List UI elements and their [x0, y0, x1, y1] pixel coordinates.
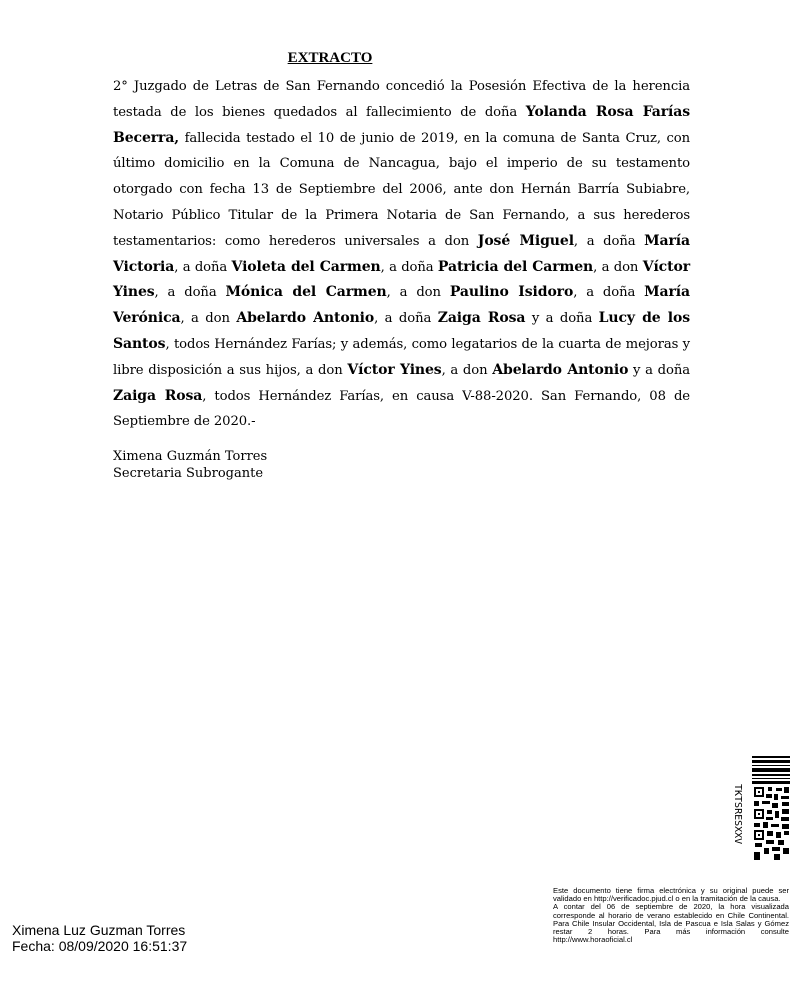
legatee-name: Zaiga Rosa [113, 387, 203, 404]
notice-timezone: A contar del 06 de septiembre de 2020, la hora visualizada corresponde al horario de verano establecido en Chile Continental. Para Chile Insular Occidental, Isla de Pascua e Isla Salas y Gómez restar 2 horas. Para más información consulte http://www.horaoficial.cl [553, 902, 789, 945]
body-text-16: , todos Hernández Farías, en causa V-88-2020. San Fernando, 08 de Septiembre de 2020.- [113, 388, 690, 430]
heir-name: Lucy de los Santos [113, 310, 690, 352]
heir-name: María Victoria [113, 232, 690, 275]
heir-name: Víctor Yines [113, 258, 690, 301]
body-text-11: , a doña [374, 311, 438, 327]
heir-name: María Verónica [113, 284, 690, 327]
body-text-6: , a don [593, 259, 643, 275]
body-text-15: y a doña [628, 362, 690, 378]
body-text-4: , a doña [174, 259, 232, 275]
body-text-5: , a doña [380, 259, 438, 275]
signer-name: Ximena Luz Guzman Torres [12, 922, 186, 938]
body-text-7: , a doña [154, 285, 226, 301]
signature-block [113, 448, 267, 482]
signer-date: Fecha: 08/09/2020 16:51:37 [12, 938, 188, 954]
electronic-signer [12, 922, 187, 954]
barcode-qr-icon [738, 756, 790, 862]
body-text-8: , a don [386, 285, 450, 301]
deceased-name: Yolanda Rosa Farías Becerra, [113, 103, 690, 146]
heir-name: Zaiga Rosa [437, 310, 526, 327]
body-text-2: fallecida testado el 10 de junio de 2019, en la comuna de Santa Cruz, con último domicilio en la Comuna de Nancagua, bajo el imperio de su testamento otorgado con fecha 13 de Septiembre del 2006, ante don Hernán Barría Subiabre, Notario Público Titular de la Primera Notaria de San Fernando, a sus herederos testamentarios: como herederos universales a don [113, 130, 690, 249]
verification-code: TKTSRESXXV [732, 784, 743, 845]
body-text-14: , a don [441, 362, 493, 378]
heir-name: Abelardo Antonio [236, 310, 375, 327]
electronic-signature-notice [553, 887, 789, 944]
legatee-name: Víctor Yines [347, 361, 442, 378]
heir-name: José Miguel [477, 232, 574, 249]
notice-validation: Este documento tiene firma electrónica y su original puede ser validado en http://verificadoc.pjud.cl o en la tramitación de la causa. [553, 886, 789, 904]
signatory-role: Secretaria Subrogante [113, 466, 264, 481]
body-text-13: , todos Hernández Farías; y además, como legatarios de la cuarta de mejoras y libre disposición a sus hijos, a don [113, 336, 690, 378]
body-text-9: , a doña [573, 285, 645, 301]
body-text-3: , a doña [573, 233, 645, 249]
signatory-name: Ximena Guzmán Torres [113, 449, 268, 464]
body-text-10: , a don [180, 311, 237, 327]
heir-name: Paulino Isidoro [449, 284, 574, 301]
heir-name: Mónica del Carmen [225, 284, 387, 301]
body-text-12: y a doña [525, 311, 599, 327]
document-title: EXTRACTO [287, 50, 373, 66]
extract-body [113, 74, 690, 435]
body-text-1: 2° Juzgado de Letras de San Fernando concedió la Posesión Efectiva de la herencia testada de los bienes quedados al fallecimiento de doña [113, 79, 690, 120]
legatee-name: Abelardo Antonio [492, 361, 629, 378]
heir-name: Patricia del Carmen [437, 258, 594, 275]
heir-name: Violeta del Carmen [231, 258, 381, 275]
